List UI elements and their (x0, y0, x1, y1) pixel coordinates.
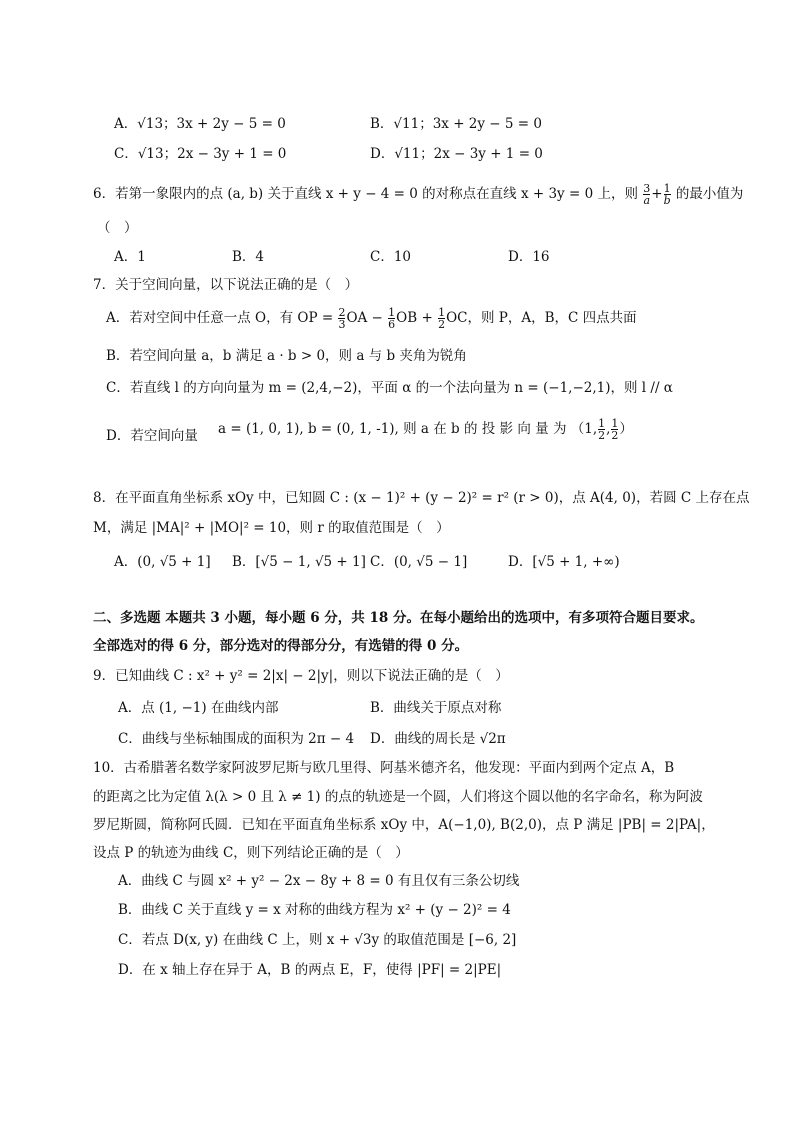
q6-answer-paren: （ ） (97, 220, 138, 236)
q6-frac2-denominator: b (663, 194, 671, 207)
q6-option-a: A．1 (114, 249, 146, 265)
q10-option-d: D．在 x 轴上存在异于 A，B 的两点 E，F，使得 |PF| = 2|PE| (118, 962, 502, 978)
q7-d-frac2-num: 1 (611, 417, 619, 430)
q5-option-b: B．√11；3x + 2y − 5 = 0 (370, 116, 542, 132)
q7-a-pre: A．若对空间中任意一点 O，有 OP = (106, 310, 338, 326)
q8-option-d: D．[√5 + 1, +∞) (508, 554, 620, 570)
q6-plus: + (651, 186, 663, 202)
q10-option-c: C．若点 D(x, y) 在曲线 C 上，则 x + √3y 的取值范围是 [−6, 2] (118, 932, 517, 948)
q6-option-c: C．10 (370, 249, 412, 265)
q7-a-frac1 (338, 307, 345, 330)
q7-d-frac2-den: 2 (611, 429, 619, 442)
q10-line1: 10．古希腊著名数学家阿波罗尼斯与欧几里得、阿基米德齐名，他发现：平面内到两个定点 A，B (93, 760, 675, 776)
q6-stem-text: 6．若第一象限内的点 (a, b) 关于直线 x + y − 4 = 0 的对称点在直线 x + 3y = 0 上，则 (93, 186, 638, 202)
q8-line1: 8．在平面直角坐标系 xOy 中，已知圆 C : (x − 1)² + (y − 2)² = r² (r > 0)，点 A(4, 0)，若圆 C 上存在点 (93, 490, 750, 506)
q6-fraction-1-over-b (664, 183, 671, 206)
q7-option-b: B．若空间向量 a，b 满足 a · b > 0，则 a 与 b 夹角为锐角 (106, 348, 467, 364)
q7-d-mid: a = (1, 0, 1), b = (0, 1, -1), 则 a 在 b 的 投 影 向 量 为 （1, (218, 421, 598, 437)
q7-a-post: OC，则 P，A，B，C 四点共面 (446, 310, 637, 326)
q6-stem-end: 的最小值为 (675, 186, 744, 202)
q5-option-c: C．√13；2x − 3y + 1 = 0 (114, 146, 287, 162)
q7-a-frac3-den: 2 (438, 318, 446, 331)
q6-frac2-numerator: 1 (663, 182, 671, 195)
q6-option-d: D．16 (508, 249, 550, 265)
q7-a-frac3-num: 1 (438, 306, 446, 319)
q6-frac1-denominator: a (643, 194, 651, 207)
q7-d-frac1-num: 1 (598, 417, 606, 430)
q9-option-b: B．曲线关于原点对称 (370, 700, 502, 716)
q9-stem: 9．已知曲线 C : x² + y² = 2|x| − 2|y|，则以下说法正确的是（ ） (93, 668, 509, 684)
q7-a-frac1-num: 2 (338, 306, 346, 319)
q7-d-frac1 (598, 418, 605, 441)
q6-option-b: B．4 (232, 249, 265, 265)
q9-option-d: D．曲线的周长是 √2π (370, 731, 506, 747)
section2-heading: 二、多选题 本题共 3 小题，每小题 6 分，共 18 分。在每小题给出的选项中，有多项符合题目要求。 (93, 610, 704, 626)
q7-a-frac2-num: 1 (388, 306, 396, 319)
q6-frac1-numerator: 3 (643, 182, 651, 195)
q9-option-a: A．点 (1, −1) 在曲线内部 (118, 700, 279, 716)
q8-option-c: C．(0, √5 − 1] (370, 554, 468, 570)
q8-option-a: A．(0, √5 + 1] (114, 554, 211, 570)
q10-line2: 的距离之比为定值 λ(λ > 0 且 λ ≠ 1) 的点的轨迹是一个圆，人们将这个圆以他的名字命名，称为阿波 (93, 789, 703, 805)
q7-a-frac3 (438, 307, 445, 330)
q7-option-a (106, 307, 637, 330)
q7-d-sep: , (606, 421, 611, 437)
q10-line3: 罗尼斯圆，简称阿氏圆．已知在平面直角坐标系 xOy 中，A(−1,0), B(2,0)，点 P 满足 |PB| = 2|PA|， (93, 817, 715, 833)
q7-option-d-label: D．若空间向量 (106, 428, 198, 444)
q6-stem (93, 183, 743, 206)
q5-option-a: A．√13；3x + 2y − 5 = 0 (114, 116, 286, 132)
section2-scoring: 全部选对的得 6 分，部分选对的得部分分，有选错的得 0 分。 (93, 638, 469, 654)
q10-option-a: A．曲线 C 与圆 x² + y² − 2x − 8y + 8 = 0 有且仅有三条公切线 (118, 873, 520, 889)
q10-option-b: B．曲线 C 关于直线 y = x 对称的曲线方程为 x² + (y − 2)² = 4 (118, 902, 511, 918)
q9-option-c: C．曲线与坐标轴围成的面积为 2π − 4 (118, 731, 355, 747)
q5-option-d: D．√11；2x − 3y + 1 = 0 (370, 146, 543, 162)
q7-a-mid1: OA − (346, 310, 388, 326)
q7-a-frac2-den: 6 (388, 318, 396, 331)
q7-option-c: C．若直线 l 的方向向量为 m = (2,4,−2)，平面 α 的一个法向量为 n = (−1,−2,1)，则 l // α (106, 380, 673, 396)
q7-a-mid2: OB + (396, 310, 438, 326)
q7-option-d-body (218, 418, 633, 441)
q10-line4: 设点 P 的轨迹为曲线 C，则下列结论正确的是（ ） (93, 845, 409, 861)
q8-option-b: B．[√5 − 1, √5 + 1] (232, 554, 366, 570)
q7-stem: 7．关于空间向量，以下说法正确的是（ ） (93, 277, 359, 293)
q7-a-frac1-den: 3 (338, 318, 346, 331)
q7-a-frac2 (388, 307, 395, 330)
q7-d-end: ） (619, 421, 633, 437)
q7-d-frac2 (611, 418, 618, 441)
q8-line2: M，满足 |MA|² + |MO|² = 10，则 r 的取值范围是（ ） (93, 520, 450, 536)
q6-fraction-3-over-a (643, 183, 650, 206)
q7-d-frac1-den: 2 (598, 429, 606, 442)
